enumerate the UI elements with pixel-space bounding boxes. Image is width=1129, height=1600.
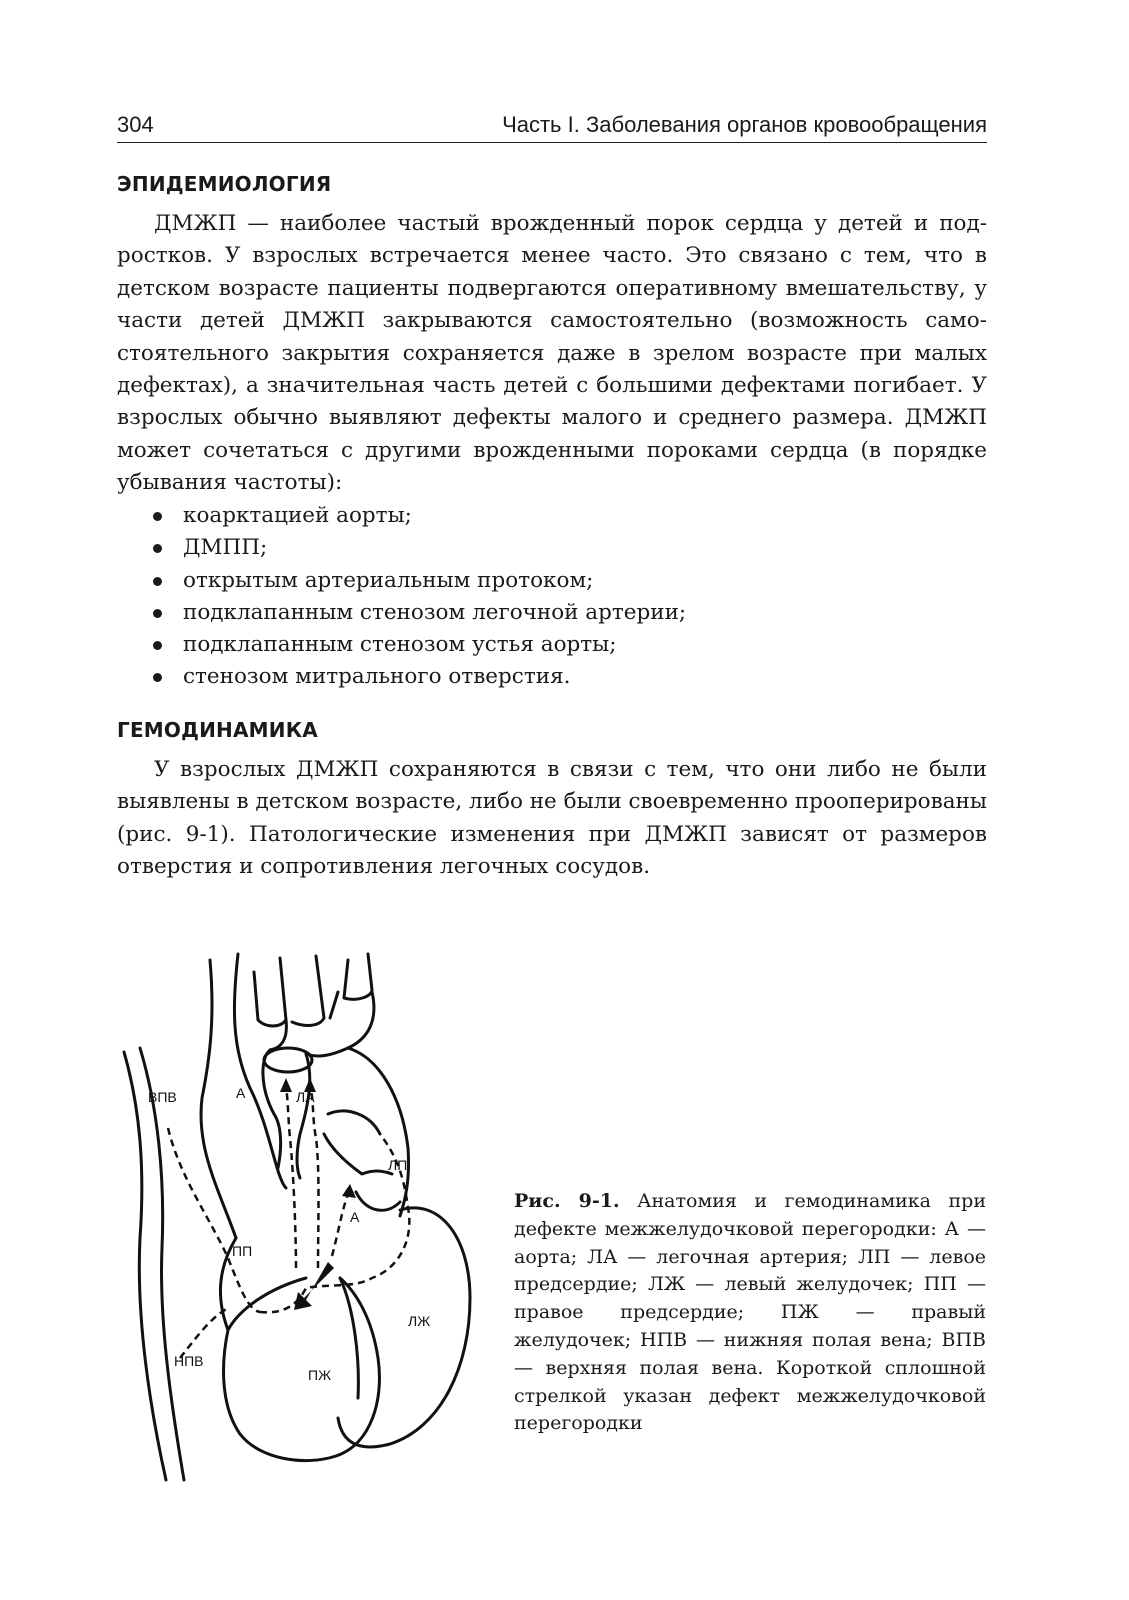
label-pulmonary-artery: ЛА <box>296 1089 315 1105</box>
outline-path <box>234 954 250 1088</box>
flow-path <box>332 1194 348 1256</box>
flow-paths <box>168 1088 409 1358</box>
outline-path <box>330 954 372 1018</box>
list-item: коарктацией аорты; <box>150 500 950 532</box>
outline-path <box>297 1054 310 1178</box>
outline-path <box>328 1111 380 1134</box>
label-right-atrium: ПП <box>232 1243 253 1259</box>
label-left-atrium: ЛП <box>388 1157 408 1173</box>
running-title: Часть I. Заболевания органов кровообращения <box>502 112 987 137</box>
outline-path <box>324 1134 392 1174</box>
bullet-icon <box>153 577 162 586</box>
bullet-icon <box>153 609 162 618</box>
outline-path <box>124 1052 166 1480</box>
list-item: подклапанным стенозом легочной артерии; <box>150 597 950 629</box>
bullet-icon <box>153 673 162 682</box>
heart-anatomy-figure <box>110 938 510 1498</box>
section-title-epidemiology: ЭПИДЕМИОЛОГИЯ <box>117 172 332 196</box>
bullet-icon <box>153 544 162 553</box>
list-item: открытым артериальным протоком; <box>150 565 950 597</box>
flow-path <box>180 1308 228 1358</box>
label-right-ventricle: ПЖ <box>308 1367 331 1383</box>
flow-path <box>286 1088 296 1268</box>
outline-path <box>140 1048 184 1480</box>
epidemiology-paragraph: ДМЖП — наиболее частый врожденный порок сердца у детей и подростков. У взрослых встречается менее часто. Это связано с тем, что в детском возрасте пациенты подвергаются оперативному вмешательству, у части детей ДМЖП закрываются самостоятельно (возможность самостоятельного закрытия сохраняется даже в зрелом возрасте при малых дефектах), а значительная часть детей с большими дефектами погибает. У взрослых обычно выявляют дефекты малого и среднего размера. ДМЖП может сочетаться с другими врожденными пороками сердца (в порядке убывания частоты): <box>117 211 987 496</box>
outline-path <box>292 956 324 1025</box>
heart-outline <box>124 954 470 1480</box>
label-aorta: А <box>236 1085 246 1101</box>
hemodynamics-paragraph: У взрослых ДМЖП сохраняются в связи с тем, что они либо не были выявлены в детском возрасте, либо не были своевременно прооперированы (рис. 9-1). Патологические изменения при ДМЖП зависят от размеров отверстия и сопротивления легочных сосудов. <box>117 757 987 880</box>
outline-path <box>201 960 236 1238</box>
outline-path <box>264 1048 312 1072</box>
label-aorta-inner: А <box>350 1209 360 1225</box>
bullet-icon <box>153 641 162 650</box>
page-number: 304 <box>117 112 154 137</box>
list-item: стенозом митрального отверстия. <box>150 661 950 693</box>
arrowhead <box>280 1078 292 1092</box>
list-item: подклапанным стенозом устья аорты; <box>150 629 950 661</box>
running-header <box>117 110 987 143</box>
outline-path <box>338 1208 470 1447</box>
arrowhead <box>342 1184 356 1198</box>
label-vpv: ВПВ <box>148 1089 177 1105</box>
label-ivc: НПВ <box>174 1353 204 1369</box>
outline-path <box>356 1192 400 1210</box>
list-item: ДМПП; <box>150 532 950 564</box>
section-title-hemodynamics: ГЕМОДИНАМИКА <box>117 718 318 742</box>
comorbidity-list <box>150 500 950 694</box>
figure-caption-label: Рис. 9-1. <box>514 1190 620 1212</box>
figure-caption-text: Анатомия и гемодинамика при дефекте межжелудочковой перегородки: А — аорта; ЛА — легочная артерия; ЛП — левое предсердие; ЛЖ — левый желудочек; ПП — правое предсердие; ПЖ — правый желудочек; НПВ — нижняя полая вена; ВПВ — верхняя полая вена. Короткой сплошной стрелкой указан дефект межжелудочковой перегородки <box>514 1190 986 1435</box>
figure-caption <box>514 1188 986 1438</box>
outline-path <box>254 958 286 1026</box>
bullet-icon <box>153 512 162 521</box>
flow-path <box>310 1088 319 1268</box>
label-left-ventricle: ЛЖ <box>408 1313 431 1329</box>
flow-path <box>168 1128 260 1312</box>
